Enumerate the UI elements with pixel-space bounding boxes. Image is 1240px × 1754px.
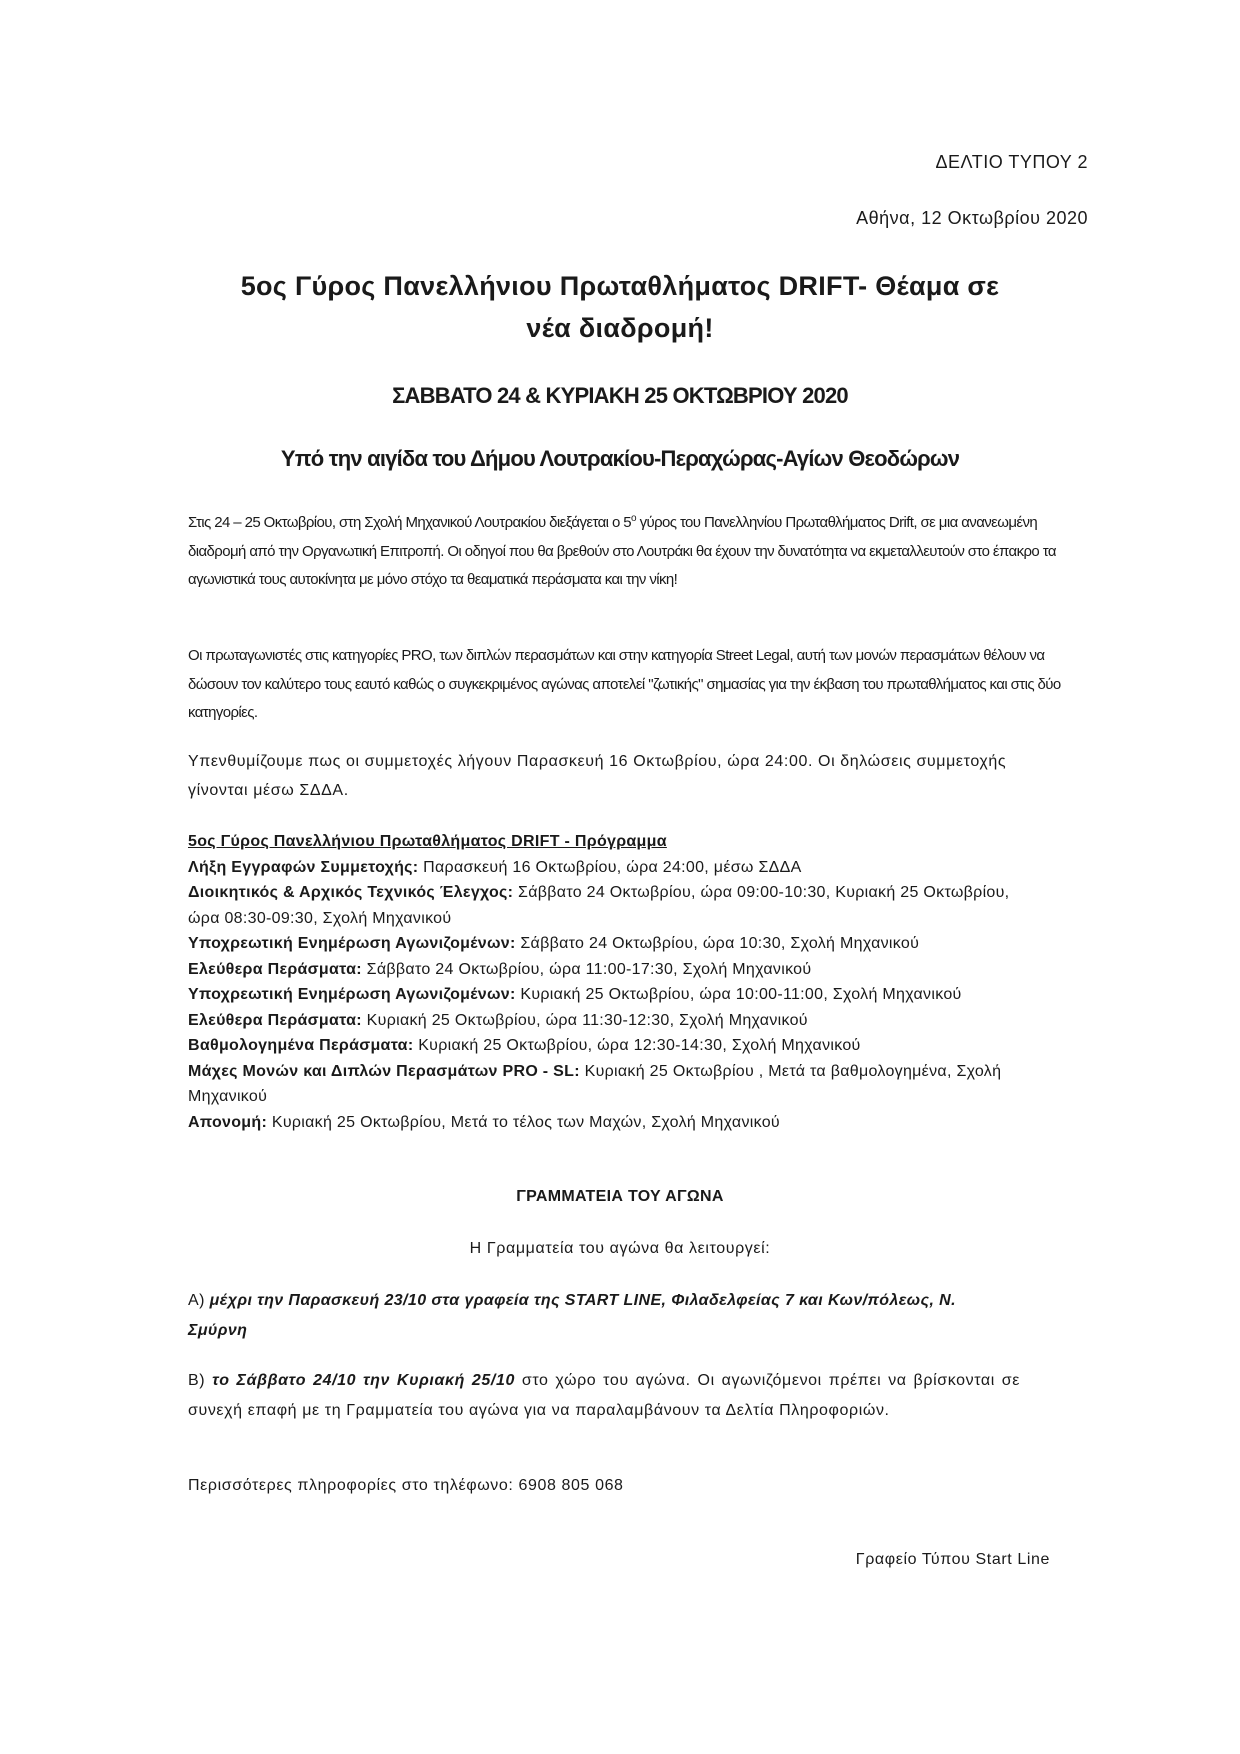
schedule-item-text: Κυριακή 25 Οκτωβρίου, Μετά το τέλος των Μαχών, Σχολή Μηχανικού <box>267 1113 780 1131</box>
schedule-item <box>188 855 1038 881</box>
contact-info: Περισσότερες πληροφορίες στο τηλέφωνο: 6908 805 068 <box>188 1477 624 1494</box>
item-a-text: μέχρι την Παρασκευή 23/10 στα γραφεία της START LINE, Φιλαδελφείας 7 και Κων/πόλεως, Ν. Σμύρνη <box>188 1292 956 1339</box>
schedule-item-text: Κυριακή 25 Οκτωβρίου, ώρα 10:00-11:00, Σχολή Μηχανικού <box>515 986 962 1003</box>
page-title <box>180 265 1060 349</box>
item-b-text: στο χώρο του αγώνα. Οι αγωνιζόμενοι πρέπει να βρίσκονται σε συνεχή επαφή με τη Γραμματεία του αγώνα για να παραλαμβάνουν τα Δελτία Πληροφοριών. <box>188 1372 1020 1419</box>
schedule-item <box>188 982 1038 1008</box>
schedule-item <box>188 1110 1038 1136</box>
secretariat-item-b <box>188 1366 1020 1426</box>
paragraph-reminder: Υπενθυμίζουμε πως οι συμμετοχές λήγουν Παρασκευή 16 Οκτωβρίου, ώρα 24:00. Οι δηλώσεις συμμετοχής γίνονται μέσω ΣΔΔΑ. <box>188 753 1007 799</box>
schedule-item <box>188 957 1038 983</box>
paragraph-intro-start: Στις 24 – 25 Οκτωβρίου, στη Σχολή Μηχανικού Λουτρακίου διεξάγεται ο 5 <box>188 514 632 531</box>
schedule-item-label: Ελεύθερα Περάσματα: <box>188 1011 362 1029</box>
schedule-item <box>188 1059 1038 1110</box>
schedule-item <box>188 1033 1038 1059</box>
schedule-item <box>188 880 1038 931</box>
schedule-item-text: Κυριακή 25 Οκτωβρίου, ώρα 12:30-14:30, Σχολή Μηχανικού <box>413 1037 861 1054</box>
schedule-item-label: Βαθμολογημένα Περάσματα: <box>188 1037 414 1054</box>
schedule-item-text: Κυριακή 25 Οκτωβρίου, ώρα 11:30-12:30, Σχολή Μηχανικού <box>361 1011 808 1029</box>
ordinal-superscript: ο <box>631 513 636 524</box>
schedule-item-label: Υποχρεωτική Ενημέρωση Αγωνιζομένων: <box>188 986 516 1003</box>
signature: Γραφείο Τύπου Start Line <box>855 1551 1050 1568</box>
paragraph-categories: Οι πρωταγωνιστές στις κατηγορίες PRO, των διπλών περασμάτων και στην κατηγορία Street Legal, αυτή των μονών περασμάτων θέλουν να δώσουν τον καλύτερο τους εαυτό καθώς ο συγκεκριμένος αγώνας αποτελεί "ζωτικής" σημασίας για την έκβαση του πρωταθλήματος και στις δύο κατηγορίες. <box>188 647 1061 721</box>
secretariat-item-a <box>188 1286 1020 1346</box>
paragraph-intro <box>188 505 1068 595</box>
schedule-item-label: Απονομή: <box>188 1113 268 1131</box>
title-line-1: 5ος Γύρος Πανελλήνιου Πρωταθλήματος DRIFT- Θέαμα σε <box>240 271 1000 301</box>
item-a-prefix: Α) <box>188 1292 210 1309</box>
schedule-item-label: Υποχρεωτική Ενημέρωση Αγωνιζομένων: <box>188 935 516 952</box>
item-b-emphasis: το Σάββατο 24/10 την Κυριακή 25/10 <box>212 1372 515 1389</box>
schedule-item-label: Μάχες Μονών και Διπλών Περασμάτων PRO - SL: <box>188 1062 580 1080</box>
schedule-item-text: Σάββατο 24 Οκτωβρίου, ώρα 09:00-10:30, Κυριακή 25 Οκτωβρίου, ώρα 08:30-09:30, Σχολή Μηχανικού <box>188 884 1010 927</box>
schedule-item-text: Σάββατο 24 Οκτωβρίου, ώρα 11:00-17:30, Σχολή Μηχανικού <box>361 960 812 978</box>
schedule-item-label: Διοικητικός & Αρχικός Τεχνικός Έλεγχος: <box>188 884 514 901</box>
aegis-heading: Υπό την αιγίδα του Δήμου Λουτρακίου-Περαχώρας-Αγίων Θεοδώρων <box>280 446 960 471</box>
place-date: Αθήνα, 12 Οκτωβρίου 2020 <box>856 208 1088 228</box>
press-release-label: ΔΕΛΤΙΟ ΤΥΠΟΥ 2 <box>935 152 1088 172</box>
secretariat-intro: Η Γραμματεία του αγώνα θα λειτουργεί: <box>469 1240 771 1257</box>
schedule-item-text: Σάββατο 24 Οκτωβρίου, ώρα 10:30, Σχολή Μηχανικού <box>515 935 920 952</box>
paragraph-intro-rest: γύρος του Πανελληνίου Πρωταθλήματος Drift, σε μια ανανεωμένη διαδρομή από την Οργανωτική Επιτροπή. Οι οδηγοί που θα βρεθούν στο Λουτράκι θα έχουν την δυνατότητα να εκμεταλλευτούν στο έπακρο τα αγωνιστικά τους αυτοκίνητα με μόνο στόχο τα θεαματικά περάσματα και την νίκη! <box>188 514 1056 588</box>
schedule-item-text: Κυριακή 25 Οκτωβρίου , Μετά τα βαθμολογημένα, Σχολή Μηχανικού <box>188 1062 1002 1105</box>
schedule-item-label: Ελεύθερα Περάσματα: <box>188 960 362 978</box>
item-b-prefix: Β) <box>188 1372 213 1389</box>
schedule-item <box>188 1008 1038 1034</box>
schedule-item <box>188 931 1038 957</box>
schedule-item-text: Παρασκευή 16 Οκτωβρίου, ώρα 24:00, μέσω ΣΔΔΑ <box>418 858 802 876</box>
event-dates-heading: ΣΑΒΒΑΤΟ 24 & ΚΥΡΙΑΚΗ 25 ΟΚΤΩΒΡΙΟΥ 2020 <box>392 383 848 408</box>
title-line-2: νέα διαδρομή! <box>526 313 714 343</box>
schedule-heading: 5ος Γύρος Πανελλήνιου Πρωταθλήματος DRIFT - Πρόγραμμα <box>188 833 667 850</box>
schedule-section <box>188 829 1038 1135</box>
schedule-item-label: Λήξη Εγγραφών Συμμετοχής: <box>188 858 419 876</box>
secretariat-heading: ΓΡΑΜΜΑΤΕΙΑ ΤΟΥ ΑΓΩΝΑ <box>516 1188 724 1205</box>
